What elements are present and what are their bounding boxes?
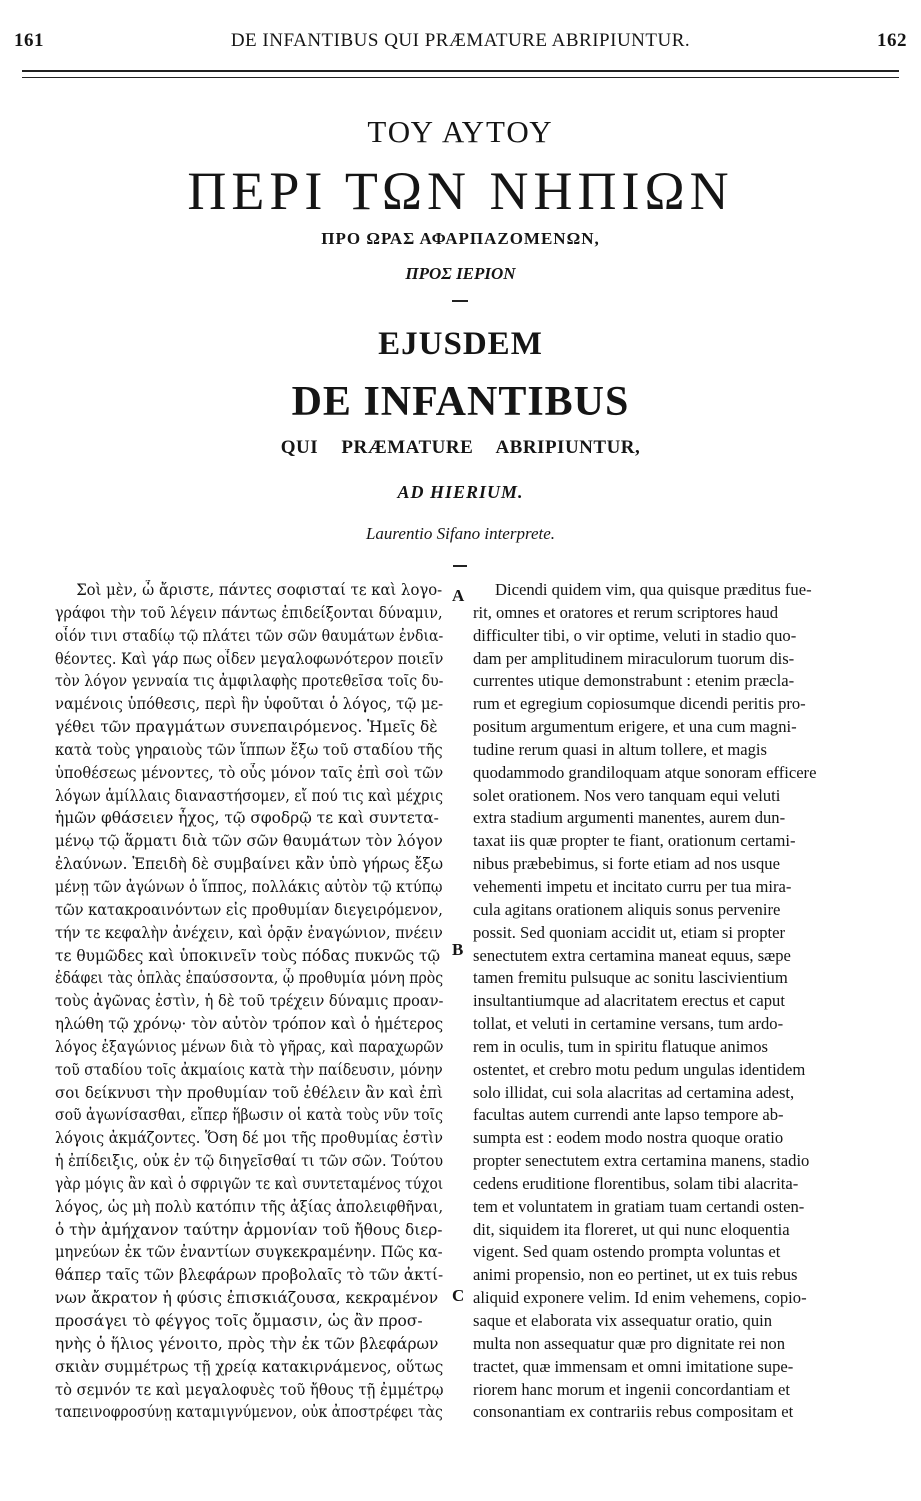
greek-text-line: ταπεινοφροσύνῃ καταμιγνύμενον, οὐκ ἀποστρέφει τὰς (55, 1403, 443, 1422)
latin-text-line: consonantiam ex contrariis rebus compositam et (473, 1402, 794, 1422)
translator-credit: Laurentio Sifano interprete. (365, 524, 556, 543)
greek-text-line: μηνεύων ἐκ τῶν ἐναντίων συγκεκραμένην. Πῶς κα- (55, 1243, 443, 1262)
latin-text-line: tractet, quæ immensam et omni imitatione supe- (473, 1356, 794, 1376)
left-page-number: 161 (14, 30, 44, 51)
margin-marker-a: A (452, 586, 465, 605)
latin-text-line: cula agitans orationem aliquis sonus pervenire (473, 899, 781, 919)
greek-text-line: λόγος, ὡς μὴ πολὺ κατόπιν τῆς ἀξίας ἀπολειφθῆναι, (55, 1197, 444, 1216)
latin-author-line: EJUSDEM (378, 326, 543, 362)
greek-text-line: τὸν λόγον γενναία τις ἀμφιλαφὴς προτεθεῖσα τοῖς δυ- (55, 672, 444, 691)
latin-text-line: positum argumentum erigere, et una cum magni- (473, 717, 797, 737)
greek-text-line: σκιὰν συμμέτρως τῇ χρείᾳ κατακιρνάμενος, οὕτως (55, 1357, 444, 1376)
greek-text-column (55, 579, 443, 1424)
latin-text-line: solet orationem. Nos vero tanquam equi veluti (473, 785, 781, 805)
latin-text-line: rem in oculis, tum in spiritu flatuque animos (473, 1036, 768, 1056)
greek-text-line: οἷόν τινι σταδίῳ τῷ πλάτει τῶν σῶν θαυμάτων ἐνδια- (55, 626, 444, 645)
latin-text-line: aliquid exponere velim. Id enim vehemens, copio- (473, 1288, 807, 1308)
latin-text-line: tudine rerum quasi in altum tollere, et magis (473, 739, 768, 759)
greek-text-line: ὁ τὴν ἀμήχανον ταύτην ἁρμονίαν τοῦ ἤθους διερ- (55, 1220, 443, 1239)
greek-text-line: μένῳ τῷ ἅρματι διὰ τῶν σῶν θαυμάτων τὸν λόγον (55, 832, 443, 851)
latin-text-line: dit, siquidem ita floreret, ut qui nunc eloquentia (473, 1219, 790, 1239)
greek-text-line: ἡμῶν φθάσειεν ἦχος, τῷ σφοδρῷ τε καὶ συντετα- (55, 809, 439, 828)
greek-text-line: γέθει τῶν πραγμάτων συνεπαιρόμενος. Ἡμεῖς δὲ (55, 718, 438, 737)
latin-text-line: quodammodo grandiloquam atque sonoram efficere (473, 762, 817, 782)
latin-text-line: senectutem extra certamina maneat equus, sæpe (473, 945, 791, 965)
greek-text-line: τοὺς ἀγῶνας ἐστὶν, ἡ δὲ τοῦ τρέχειν δύναμις προαν- (55, 992, 444, 1011)
latin-text-line: animi propensio, non eo pertinet, ut ex tuis rebus (473, 1265, 798, 1285)
header-rule (22, 70, 899, 78)
latin-text-line: sumpta est : eodem modo nostra quoque oratio (473, 1128, 784, 1148)
greek-text-line: τε θυμῶδες καὶ ὑποκινεῖν τοὺς πόδας πυκνῶς τῷ (55, 946, 441, 965)
greek-text-line: λόγων ἁμίλλαις διαναστήσομεν, εἴ πού τις καὶ μέχρις (55, 786, 444, 805)
latin-text-line: currentes utique demonstrabunt : etenim præcla- (473, 671, 795, 691)
greek-text-line: τὸ σεμνόν τε καὶ μεγαλοφυὲς τοῦ ἤθους τῇ ἐμμέτρῳ (55, 1380, 444, 1399)
running-title: DE INFANTIBUS QUI PRÆMATURE ABRIPIUNTUR. (230, 30, 691, 51)
latin-text-line: solo illidat, cui sola alacritas ad certamina adest, (473, 1082, 795, 1102)
latin-text-line: facultas autem currendi ante lapso tempore ab- (473, 1105, 784, 1125)
greek-author-line: ΤΟΥ ΑΥΤΟΥ (367, 114, 554, 149)
greek-text-line: γὰρ μόγις ἂν καὶ ὁ σφριγῶν τε καὶ συντεταμένος τύχοι (55, 1174, 444, 1193)
latin-text-line: taxat iis quæ propter te fiant, orationum certami- (473, 831, 796, 851)
latin-text-line: propter senectutem extra certamina manens, stadio (473, 1151, 810, 1171)
greek-text-line: ἐδάφει τὰς ὁπλὰς ἐπαύσσοντα, ᾧ προθυμία μόνη πρὸς (55, 969, 444, 988)
margin-marker-b: B (452, 940, 464, 959)
margin-marker-c: C (452, 1286, 465, 1305)
greek-text-line: ἡ ἐπίδειξις, οὐκ ἐν τῷ διηγεῖσθαί τι τῶν σῶν. Τούτου (55, 1152, 444, 1171)
greek-text-line: τήν τε κεφαλὴν ἀνέχειν, καὶ ὁρᾷν ἐναγώνιον, πνέειν (55, 923, 443, 942)
latin-text-line: dam per amplitudinem miraculorum tuorum dis- (473, 648, 795, 668)
greek-text-line: νων ἄκρατον ἡ φύσις ἐπισκιάζουσα, κεκραμένον (55, 1289, 439, 1308)
latin-dedication: AD HIERIUM. (397, 482, 524, 502)
greek-text-line: προσάγει τὸ φέγγος τοῖς ὄμμασιν, ὡς ἂν προσ- (55, 1312, 423, 1330)
latin-text-line: riorem hanc morum et ingenii concordantiam et (473, 1379, 791, 1399)
latin-subtitle: QUI PRÆMATURE ABRIPIUNTUR, (280, 437, 641, 458)
greek-text-line: μένῃ τῶν ἀγώνων ὁ ἵππος, πολλάκις αὐτὸν τῷ κτύπῳ (55, 877, 443, 896)
greek-text-line: ὑποθέσεως μένοντες, τὸ οὖς μόνον ταῖς ἐπὶ σοὶ τῶν (55, 763, 444, 782)
title-separator (452, 300, 468, 302)
latin-text-line: difficulter tibi, o vir optime, veluti in stadio quo- (473, 625, 797, 645)
greek-text-line: λόγοις ἀκμάζοντες. Ὅση δέ μοι τῆς προθυμίας ἐστὶν (55, 1129, 443, 1148)
latin-text-line: rit, omnes et oratores et rerum scriptores haud (473, 602, 779, 622)
latin-text-line: ostentet, et crebro motu pedum ungulas identidem (473, 1059, 806, 1079)
greek-text-line: ηνὴς ὁ ἥλιος γένοιτο, πρὸς τὴν ἐκ τῶν βλεφάρων (55, 1334, 439, 1353)
greek-text-line: ηλώθη τῷ χρόνῳ· τὸν αὐτὸν τρόπον καὶ ὁ ἡμέτερος (55, 1015, 444, 1034)
greek-text-line: θέοντες. Καὶ γάρ πως οἶδεν μεγαλοφωνότερον ποιεῖν (55, 649, 444, 668)
running-head (14, 30, 907, 56)
latin-text-line: vehementi impetu et incitato curru per tua mira- (473, 876, 792, 896)
latin-text-line: saque et elaborata vix assequatur oratio, quin (473, 1311, 773, 1330)
greek-text-line: ἐλαύνων. Ἐπειδὴ δὲ συμβαίνει κἂν ὑπὸ γήρως ἔξω (55, 855, 444, 874)
latin-text-line: cedens eruditione florentibus, solam tibi alacrita- (473, 1173, 799, 1193)
greek-text-line: σοῦ ἀγωνίσασθαι, εἴπερ ἥβωσιν οἱ κατὰ τοὺς νῦν τοῖς (55, 1106, 443, 1125)
greek-text-line: θάπερ ταῖς τῶν βλεφάρων προβολαῖς τὸ τῶν ἀκτί- (55, 1266, 444, 1285)
greek-text-line: γράφοι τὴν τοῦ λέγειν πάντως ἐπιδείξονται δύναμιν, (55, 603, 443, 622)
latin-text-line: tem et voluntatem in gratiam tuam certandi osten- (473, 1196, 805, 1216)
latin-text-line: nibus præbebimus, si forte etiam ad nos usque (473, 854, 780, 874)
text-separator (453, 565, 467, 567)
greek-text-line: ναμένοις ὑπόθεσις, περὶ ἣν ὑφοῦται ὁ λόγος, τῷ με- (55, 695, 444, 714)
greek-text-line: τοῦ σταδίου τοῖς ἀκμαίοις κατὰ τὴν παίδευσιν, μόνην (55, 1060, 443, 1079)
greek-text-line: κατὰ τοὺς γηραιοὺς τῶν ἵππων ἔξω τοῦ σταδίου τῆς (55, 740, 443, 759)
latin-text-line: multa non assequatur quæ pro dignitate rei non (473, 1333, 785, 1353)
latin-text-line: tollat, et veluti in certamine versans, tum ardo- (473, 1014, 784, 1034)
latin-text-line: rum et egregium copiosumque dicendi peritis pro- (473, 694, 806, 714)
greek-subtitle: ΠΡΟ ΩΡΑΣ ΑΦΑΡΠΑΖΟΜΕΝΩΝ, (321, 229, 600, 248)
latin-text-line: vigent. Sed quam ostendo prompta voluntas et (473, 1242, 781, 1262)
right-page-number: 162 (877, 30, 907, 51)
greek-dedication: ΠΡΟΣ ΙΕΡΙΟΝ (405, 264, 516, 283)
latin-text-line: extra stadium argumenti manentes, aurem dun- (473, 808, 786, 828)
latin-text-line: insultantiumque ad alacritatem erectus et caput (473, 991, 785, 1011)
latin-text-line: tamen fremitu pulsuque ac sonitu lascivientium (473, 968, 788, 988)
greek-text-line: σοι δείκνυσι τὴν προθυμίαν τοῦ ἐθέλειν ἂν καὶ ἐπὶ (55, 1083, 443, 1102)
latin-text-line: possit. Sed quoniam accidit ut, etiam si propter (473, 922, 785, 942)
latin-title: DE INFANTIBUS (291, 379, 630, 425)
greek-title: ΠΕΡΙ ΤΩΝ ΝΗΠΙΩΝ (187, 161, 734, 221)
latin-text-line: Dicendi quidem vim, qua quisque præditus fue- (495, 580, 812, 599)
greek-text-line: λόγος ἐξαγώνιος μένων διὰ τὸ γῆρας, καὶ παραχωρῶν (55, 1037, 444, 1056)
greek-text-line: Σοὶ μὲν, ὦ ἄριστε, πάντες σοφισταί τε καὶ λογο- (76, 581, 443, 599)
greek-text-line: τῶν κατακροαινόντων εἰς προθυμίαν διεγειρόμενον, (55, 900, 443, 919)
latin-text-column (473, 579, 881, 1424)
